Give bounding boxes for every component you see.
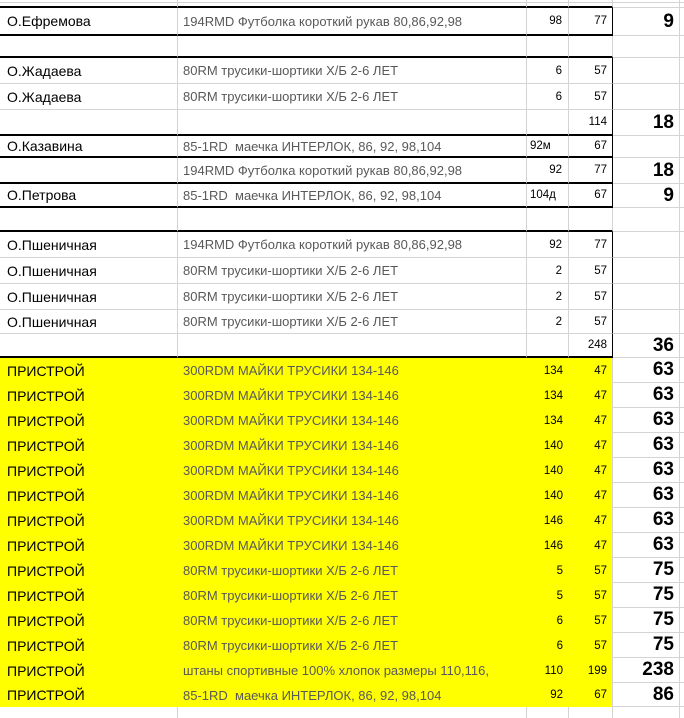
table-row [0,208,684,232]
cell-customer-name[interactable]: ПРИСТРОЙ [0,458,178,483]
table-row-highlighted [0,683,684,707]
cell-price[interactable]: 57 [569,58,613,84]
cell-size[interactable]: 98 [527,8,569,36]
cell-total[interactable]: 63 [613,533,680,558]
cell-price[interactable]: 57 [569,84,613,110]
cell-sliver[interactable] [680,508,684,533]
cell-total[interactable]: 63 [613,508,680,533]
cell-size[interactable]: 6 [527,608,569,633]
cell-product-description[interactable]: 194RMD Футболка короткий рукав 80,86,92,98 [178,158,527,184]
cell-customer-name[interactable] [0,36,178,58]
cell-size[interactable]: 92м [527,136,569,158]
cell-product-description[interactable]: 80RM трусики-шортики Х/Б 2-6 ЛЕТ [178,284,527,310]
cell-size[interactable]: 146 [527,508,569,533]
table-row-highlighted [0,458,684,483]
table-row [0,258,684,284]
cell-sliver[interactable] [680,208,684,232]
cell-size[interactable]: 140 [527,433,569,458]
cell-total[interactable]: 63 [613,483,680,508]
table-row [0,58,684,84]
table-row-highlighted [0,433,684,458]
cell-sliver[interactable] [680,58,684,84]
cell-price[interactable]: 57 [569,583,613,608]
cell-price[interactable]: 57 [569,633,613,658]
cell-customer-name[interactable]: ПРИСТРОЙ [0,533,178,558]
cell-size[interactable]: 92 [527,683,569,707]
cell-price[interactable]: 248 [569,334,613,358]
cell-size[interactable]: 2 [527,284,569,310]
cell-total[interactable] [613,136,680,158]
cell-total[interactable]: 75 [613,558,680,583]
cell-product-description[interactable]: 300RDM МАЙКИ ТРУСИКИ 134-146 [178,483,527,508]
cell-customer-name[interactable]: ПРИСТРОЙ [0,483,178,508]
cell-price[interactable]: 47 [569,433,613,458]
cell-size[interactable]: 92 [527,158,569,184]
cell-price[interactable]: 57 [569,284,613,310]
cell-size[interactable] [527,334,569,358]
cell-customer-name[interactable]: ПРИСТРОЙ [0,358,178,383]
cell-customer-name[interactable]: ПРИСТРОЙ [0,658,178,683]
cell-customer-name[interactable] [0,158,178,184]
table-row-highlighted [0,533,684,558]
cell-total[interactable]: 63 [613,408,680,433]
table-row [0,84,684,110]
cell-price[interactable] [569,707,613,718]
cell-size[interactable]: 92 [527,232,569,258]
cell-total[interactable]: 9 [613,184,680,208]
cell-product-description[interactable]: 300RDM МАЙКИ ТРУСИКИ 134-146 [178,458,527,483]
cell-total[interactable]: 9 [613,8,680,36]
cell-product-description[interactable] [178,110,527,136]
cell-price[interactable]: 57 [569,608,613,633]
cell-size[interactable]: 6 [527,58,569,84]
cell-product-description[interactable]: 300RDM МАЙКИ ТРУСИКИ 134-146 [178,508,527,533]
cell-price[interactable]: 67 [569,683,613,707]
cell-size[interactable] [527,36,569,58]
cell-price[interactable]: 47 [569,408,613,433]
cell-product-description[interactable]: 300RDM МАЙКИ ТРУСИКИ 134-146 [178,433,527,458]
cell-size[interactable]: 2 [527,258,569,284]
table-row [0,334,684,358]
cell-customer-name[interactable]: О.Ефремова [0,8,178,36]
cell-total[interactable] [613,208,680,232]
cell-customer-name[interactable]: ПРИСТРОЙ [0,608,178,633]
cell-total[interactable] [613,258,680,284]
cell-customer-name[interactable]: ПРИСТРОЙ [0,583,178,608]
table-row [0,36,684,58]
cell-customer-name[interactable]: ПРИСТРОЙ [0,508,178,533]
cell-sliver[interactable] [680,633,684,658]
cell-sliver[interactable] [680,284,684,310]
cell-customer-name[interactable]: ПРИСТРОЙ [0,558,178,583]
cell-total[interactable]: 18 [613,110,680,136]
cell-price[interactable]: 47 [569,458,613,483]
cell-sliver[interactable] [680,110,684,136]
cell-size[interactable]: 5 [527,583,569,608]
cell-price[interactable]: 57 [569,558,613,583]
cell-sliver[interactable] [680,533,684,558]
table-row [0,136,684,158]
cell-size[interactable]: 104д [527,184,569,208]
cell-customer-name[interactable]: ПРИСТРОЙ [0,433,178,458]
table-row-highlighted [0,558,684,583]
cell-price[interactable]: 67 [569,184,613,208]
cell-size[interactable]: 5 [527,558,569,583]
cell-product-description[interactable]: 194RMD Футболка короткий рукав 80,86,92,98 [178,232,527,258]
cell-product-description[interactable]: 80RM трусики-шортики Х/Б 2-6 ЛЕТ [178,558,527,583]
table-row [0,158,684,184]
cell-price[interactable]: 77 [569,158,613,184]
cell-price[interactable]: 57 [569,258,613,284]
cell-customer-name[interactable]: ПРИСТРОЙ [0,383,178,408]
cell-customer-name[interactable]: О.Пшеничная [0,284,178,310]
table-row [0,232,684,258]
cell-sliver[interactable] [680,136,684,158]
cell-price[interactable]: 47 [569,483,613,508]
cell-product-description[interactable]: 80RM трусики-шортики Х/Б 2-6 ЛЕТ [178,633,527,658]
cell-price[interactable] [569,208,613,232]
cell-sliver[interactable] [680,358,684,383]
table-row [0,284,684,310]
cell-sliver[interactable] [680,310,684,334]
cell-size[interactable]: 134 [527,383,569,408]
table-row-highlighted [0,483,684,508]
cell-total[interactable] [613,232,680,258]
cell-size[interactable]: 146 [527,533,569,558]
cell-size[interactable]: 6 [527,633,569,658]
cell-size[interactable]: 134 [527,408,569,433]
cell-customer-name[interactable] [0,208,178,232]
cell-sliver[interactable] [680,232,684,258]
cell-price[interactable]: 47 [569,358,613,383]
cell-customer-name[interactable]: О.Пшеничная [0,310,178,334]
table-row-highlighted [0,608,684,633]
cell-size[interactable] [527,110,569,136]
cell-product-description[interactable]: 194RMD Футболка короткий рукав 80,86,92,98 [178,8,527,36]
cell-sliver[interactable] [680,36,684,58]
cell-product-description[interactable]: 300RDM МАЙКИ ТРУСИКИ 134-146 [178,383,527,408]
cell-product-description[interactable]: 80RM трусики-шортики Х/Б 2-6 ЛЕТ [178,58,527,84]
cell-total[interactable]: 63 [613,383,680,408]
cell-total[interactable] [613,58,680,84]
cell-customer-name[interactable]: О.Петрова [0,184,178,208]
cell-product-description[interactable]: 80RM трусики-шортики Х/Б 2-6 ЛЕТ [178,583,527,608]
table-row-highlighted [0,658,684,683]
cell-total[interactable]: 63 [613,358,680,383]
cell-total[interactable] [613,284,680,310]
cell-price[interactable]: 57 [569,310,613,334]
cell-price[interactable]: 47 [569,383,613,408]
cell-customer-name[interactable]: О.Казавина [0,136,178,158]
cell-product-description[interactable]: 85-1RD маечка ИНТЕРЛОК, 86, 92, 98,104 [178,683,527,707]
partial-row [0,707,684,718]
cell-total[interactable]: 63 [613,433,680,458]
cell-total[interactable]: 75 [613,583,680,608]
cell-total[interactable] [613,310,680,334]
cell-sliver[interactable] [680,583,684,608]
cell-total[interactable] [613,707,680,718]
cell-price[interactable]: 77 [569,232,613,258]
cell-customer-name[interactable] [0,334,178,358]
cell-total[interactable]: 63 [613,458,680,483]
cell-price[interactable]: 114 [569,110,613,136]
cell-size[interactable]: 6 [527,84,569,110]
cell-size[interactable]: 134 [527,358,569,383]
table-row-highlighted [0,508,684,533]
cell-price[interactable]: 47 [569,508,613,533]
cell-sliver[interactable] [680,558,684,583]
cell-product-description[interactable] [178,334,527,358]
cell-size[interactable] [527,208,569,232]
cell-customer-name[interactable]: О.Жадаева [0,84,178,110]
cell-size[interactable]: 140 [527,483,569,508]
cell-product-description[interactable]: штаны спортивные 100% хлопок размеры 110,116, [178,658,527,683]
table-row [0,110,684,136]
table-row-highlighted [0,358,684,383]
cell-customer-name[interactable]: О.Пшеничная [0,258,178,284]
table-row-highlighted [0,633,684,658]
cell-product-description[interactable]: 300RDM МАЙКИ ТРУСИКИ 134-146 [178,358,527,383]
cell-total[interactable]: 18 [613,158,680,184]
cell-customer-name[interactable] [0,707,178,718]
cell-total[interactable] [613,36,680,58]
cell-size[interactable]: 140 [527,458,569,483]
cell-customer-name[interactable]: ПРИСТРОЙ [0,408,178,433]
cell-product-description[interactable]: 80RM трусики-шортики Х/Б 2-6 ЛЕТ [178,310,527,334]
cell-customer-name[interactable] [0,110,178,136]
cell-sliver[interactable] [680,8,684,36]
cell-total[interactable]: 86 [613,683,680,707]
cell-sliver[interactable] [680,408,684,433]
cell-customer-name[interactable]: ПРИСТРОЙ [0,633,178,658]
cell-product-description[interactable]: 80RM трусики-шортики Х/Б 2-6 ЛЕТ [178,608,527,633]
table-row-highlighted [0,583,684,608]
cell-total[interactable]: 238 [613,658,680,683]
table-row [0,8,684,36]
cell-product-description[interactable]: 80RM трусики-шортики Х/Б 2-6 ЛЕТ [178,84,527,110]
table-row-highlighted [0,408,684,433]
cell-sliver[interactable] [680,608,684,633]
table-row [0,184,684,208]
table-row-highlighted [0,383,684,408]
cell-sliver[interactable] [680,683,684,707]
cell-size[interactable]: 110 [527,658,569,683]
cell-customer-name[interactable]: ПРИСТРОЙ [0,683,178,707]
cell-sliver[interactable] [680,158,684,184]
cell-size[interactable]: 2 [527,310,569,334]
cell-sliver[interactable] [680,84,684,110]
cell-product-description[interactable] [178,208,527,232]
cell-sliver[interactable] [680,458,684,483]
cell-sliver[interactable] [680,258,684,284]
cell-price[interactable]: 67 [569,136,613,158]
cell-price[interactable] [569,36,613,58]
cell-total[interactable]: 75 [613,608,680,633]
cell-product-description[interactable]: 85-1RD маечка ИНТЕРЛОК, 86, 92, 98,104 [178,184,527,208]
cell-total[interactable] [613,84,680,110]
cell-price[interactable]: 199 [569,658,613,683]
cell-product-description[interactable] [178,707,527,718]
cell-sliver[interactable] [680,383,684,408]
cell-product-description[interactable]: 300RDM МАЙКИ ТРУСИКИ 134-146 [178,408,527,433]
cell-sliver[interactable] [680,433,684,458]
table-row [0,310,684,334]
cell-total[interactable]: 36 [613,334,680,358]
cell-price[interactable]: 77 [569,8,613,36]
cell-size[interactable] [527,707,569,718]
cell-customer-name[interactable]: О.Пшеничная [0,232,178,258]
cell-sliver[interactable] [680,334,684,358]
cell-sliver[interactable] [680,483,684,508]
cell-price[interactable]: 47 [569,533,613,558]
cell-sliver[interactable] [680,658,684,683]
cell-sliver[interactable] [680,184,684,208]
cell-product-description[interactable]: 80RM трусики-шортики Х/Б 2-6 ЛЕТ [178,258,527,284]
cell-total[interactable]: 75 [613,633,680,658]
cell-product-description[interactable] [178,36,527,58]
cell-sliver[interactable] [680,707,684,718]
cell-product-description[interactable]: 300RDM МАЙКИ ТРУСИКИ 134-146 [178,533,527,558]
cell-product-description[interactable]: 85-1RD маечка ИНТЕРЛОК, 86, 92, 98,104 [178,136,527,158]
cell-customer-name[interactable]: О.Жадаева [0,58,178,84]
